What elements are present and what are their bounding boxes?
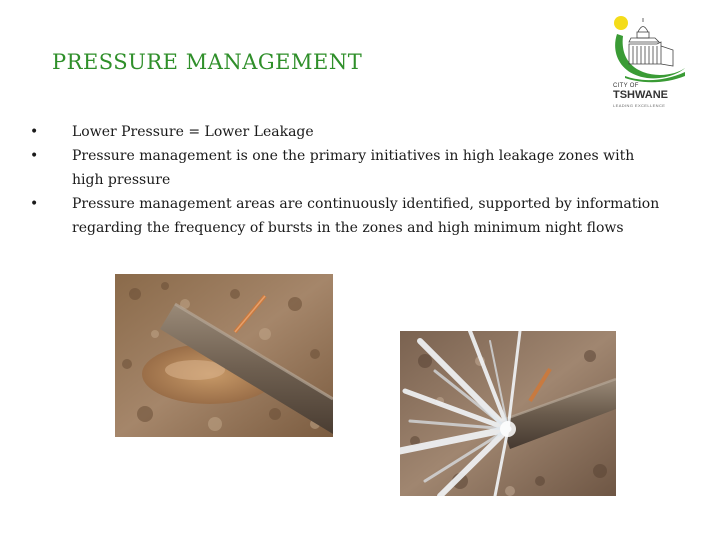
bullet-list	[30, 120, 670, 240]
bullet-item	[30, 120, 670, 144]
bullet-item	[30, 192, 670, 240]
bullet-text: Lower Pressure = Lower Leakage	[72, 124, 314, 140]
slide-title: PRESSURE MANAGEMENT	[52, 50, 363, 74]
city-of-tshwane-logo	[607, 12, 687, 106]
bullet-marker: •	[30, 124, 39, 140]
bullet-marker: •	[30, 196, 39, 212]
bullet-text: Pressure management is one the primary initiatives in high leakage zones with high pressure	[72, 148, 635, 188]
logo-tagline: LEADING EXCELLENCE	[613, 103, 666, 108]
bullet-item	[30, 144, 670, 192]
bullet-marker: •	[30, 148, 39, 164]
bullet-text: Pressure management areas are continuously identified, supported by information regarding the frequency of bursts in the zones and high minimum night flows	[72, 196, 660, 236]
logo-city-of-text: CITY OF	[613, 83, 639, 89]
city-hall-emblem-icon	[607, 12, 687, 84]
logo-city-name: TSHWANE	[613, 89, 668, 101]
leaking-pipe-photo	[115, 274, 333, 437]
burst-pipe-spray-photo	[400, 331, 616, 496]
